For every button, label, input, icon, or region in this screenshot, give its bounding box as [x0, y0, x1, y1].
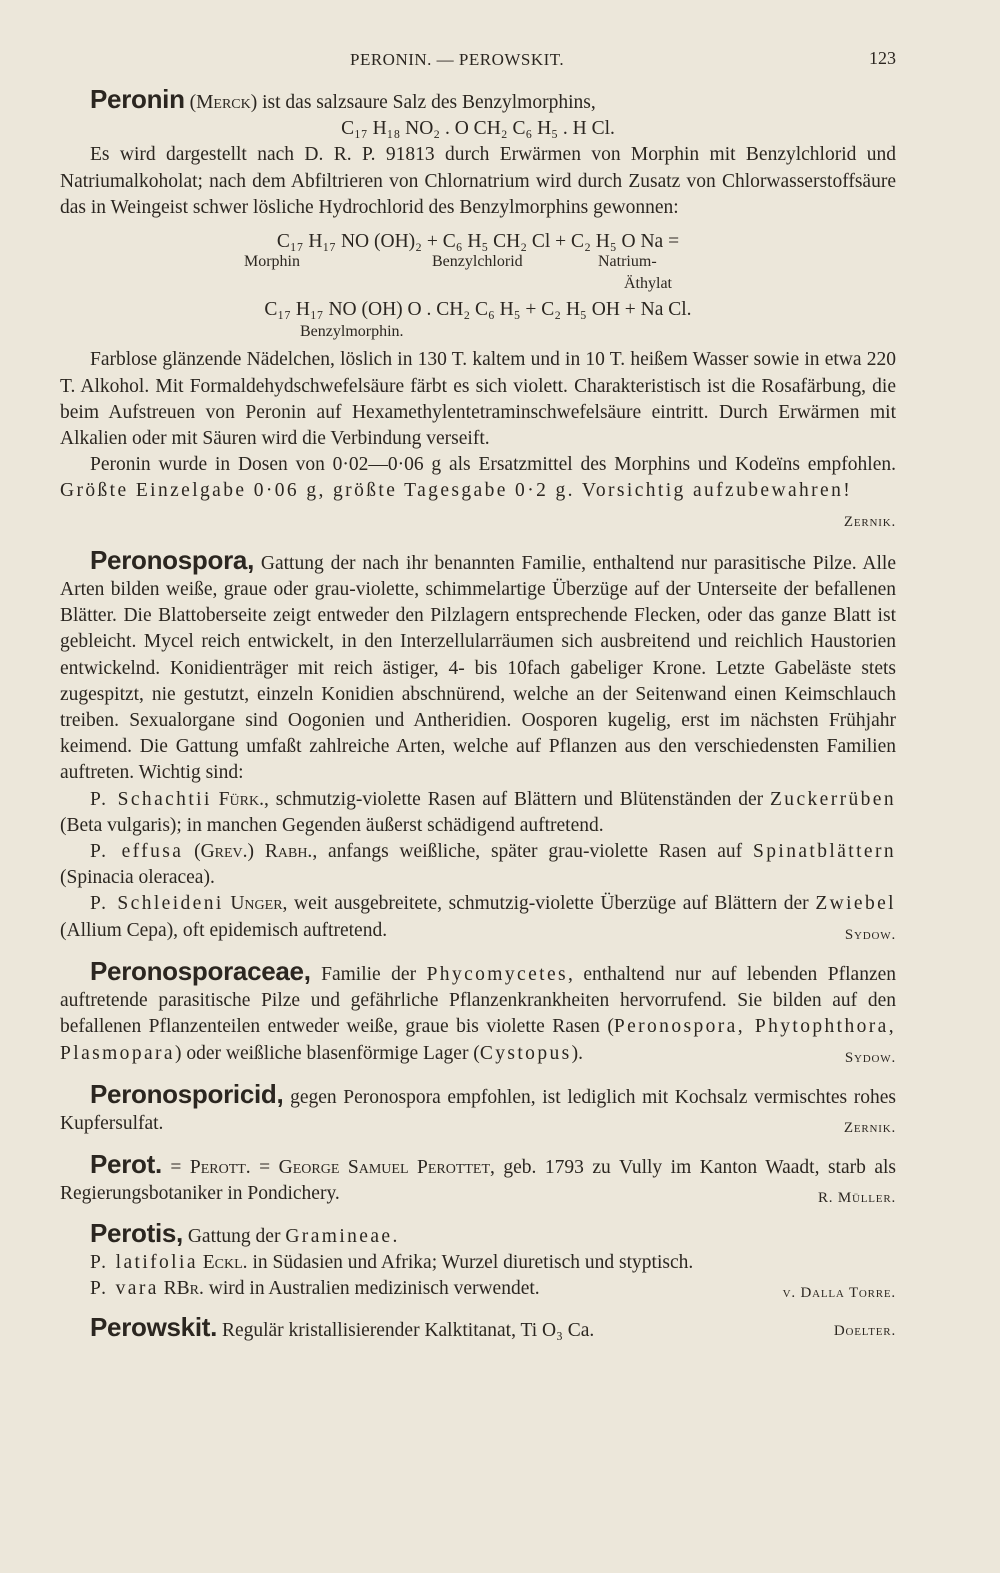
entry-peronospora: [60, 544, 897, 948]
reaction-labels: [60, 255, 896, 275]
entry-perotis: Perotis, Gattung der Gramineae. P. latifolia Eckl. in Südasien und Afrika; Wurzel diuretisch und styptisch. P. vara RBr. wird in Australien medizinisch verwendet. v. Dalla Torre.: [60, 1220, 896, 1307]
signature-doelter: Doelter.: [833, 1323, 896, 1340]
dosage-text: Peronin wurde in Dosen von 0·02—0·06 g als Ersatzmittel des Morphins und Kodeïns empfohlen.: [90, 454, 896, 476]
running-head-title: PERONIN. — PEROWSKIT.: [350, 50, 565, 69]
species-schleideni: P. Schleideni Unger, weit ausgebreitete, schmutzig-violette Überzüge auf Blättern der Zwiebel (Allium Cepa), oft epidemisch auftretend. Sydow.: [60, 891, 896, 943]
reaction-line-2: C₁₇ H₁₇ NO (OH) O . CH₂ C₆ H₅ + C₂ H₅ OH + Na Cl.: [264, 299, 692, 321]
lemma-perot: Perot.: [90, 1149, 162, 1180]
lemma-perotis: Perotis,: [90, 1217, 183, 1248]
page-number: 123: [869, 48, 896, 68]
entry-peronosporaceae: Peronosporaceae, Familie der Phycomycetes, enthaltend nur auf lebenden Pflanzen auftretende parasitische Pilze und gefährliche Pflanzenkrankheiten hervorrufend. Sie bilden auf den befallenen Pflanzenteilen entweder weiße, graue bis violette Rasen (Peronospora, Phytophthora, Plasmopara) oder weißliche blasenförmige Lager (Cystopus). Sydow.: [60, 958, 896, 1071]
peronin-preparation: Es wird dargestellt nach D. R. P. 91813 durch Erwärmen von Morphin mit Benzylchlorid und Natriumalkoholat; nach dem Abfiltrieren von Chlornatrium wird durch Zusatz von Chlorwasserstoffsäure das in Weingeist schwer lösliche Hydrochlorid des Benzylmorphins gewonnen:: [60, 144, 896, 218]
signature-sydow: Sydow.: [844, 926, 896, 943]
peronospora-text: Gattung der nach ihr benannten Familie, enthaltend nur parasitische Pilze. Alle Arten bilden weiße, graue oder grau-violette, schimmelartige Überzüge auf der Unterseite der befallenen Blätter. Die Blattoberseite zeigt entweder den Pilzlagern entsprechende Flecken, oder das ganze Blatt ist gebleicht. Mycel reich entwickelt, in den Interzellularräumen sich ausbreitend und reichlich Haustorien entwickelnd. Konidienträger mit reich ästiger, 4- bis 10fach gabeliger Krone. Letzte Gabeläste stets zugespitzt, nie gestutzt, einzeln Konidien abschnürend, welche an der Seitenwand einen Keimschlauch treiben. Sexualorgane sind Oogonien und Antheridien. Oosporen kugelig, erst im nächsten Frühjahr keimend. Die Gattung umfaßt zahlreiche Arten, welche auf Pflanzen aus den verschiedensten Familien auftreten. Wichtig sind:: [60, 552, 896, 784]
entry-perowskit: Perowskit. Regulär kristallisierender Kalktitanat, Ti O₃ Ca. Doelter.: [60, 1314, 896, 1344]
entry-peronosporicid: Peronosporicid, gegen Peronospora empfohlen, ist lediglich mit Kochsalz vermischtes rohes Kupfersulfat. Zernik.: [60, 1081, 896, 1141]
reaction-line-1: C₁₇ H₁₇ NO (OH)₂ + C₆ H₅ CH₂ Cl + C₂ H₅ O Na =: [276, 231, 680, 253]
formula-peronin: C₁₇ H₁₈ NO₂ . O CH₂ C₆ H₅ . H Cl.: [341, 118, 615, 140]
label-benzylchlorid: Benzylchlorid: [432, 253, 523, 271]
signature-zernik: Zernik.: [843, 513, 896, 530]
lemma-peronospora: Peronospora,: [90, 544, 254, 575]
peronin-properties: Farblose glänzende Nädelchen, löslich in 130 T. kaltem und in 10 T. heißem Wasser sowie in etwa 220 T. Alkohol. Mit Formaldehydschwefelsäure färbt es sich violett. Charakteristisch ist die Rosafärbung, die beim Aufstreuen von Peronin auf Hexamethylentetraminschwefelsäure eintritt. Durch Erwärmen mit Alkalien oder mit Säuren wird die Verbindung verseift.: [60, 349, 896, 450]
reaction-labels-2: [60, 275, 896, 297]
running-head: [0, 46, 1000, 74]
label-benzylmorphin: Benzylmorphin.: [300, 323, 404, 341]
signature-zernik-2: Zernik.: [843, 1119, 896, 1136]
peronin-intro: ist das salzsaure Salz des Benzylmorphins,: [262, 92, 596, 113]
label-morphin: Morphin: [244, 253, 300, 271]
entry-perot: Perot. = Perott. = George Samuel Perottet, geb. 1793 zu Vully im Kanton Waadt, starb als Regierungsbotaniker in Pondichery. R. Müller.: [60, 1151, 896, 1211]
species-effusa: P. effusa (Grev.) Rabh., anfangs weißliche, später grau-violette Rasen auf Spinatblättern (Spinacia oleracea).: [60, 841, 897, 889]
lemma-peronin: Peronin: [90, 84, 185, 114]
lemma-peronosporaceae: Peronosporaceae,: [90, 955, 311, 986]
signature-dalla-torre: v. Dalla Torre.: [782, 1284, 896, 1301]
signature-mueller: R. Müller.: [817, 1190, 896, 1207]
species-latifolia: P. latifolia Eckl. in Südasien und Afrika; Wurzel diuretisch und styptisch.: [90, 1251, 694, 1273]
page-body: [60, 86, 896, 1344]
label-aethylat: Äthylat: [624, 275, 672, 293]
species-schachtii: P. Schachtii Fürk., schmutzig-violette Rasen auf Blättern und Blütenständen der Zuckerrüben (Beta vulgaris); in manchen Gegenden äußerst schädigend auftretend.: [60, 788, 897, 836]
author-merck: (Merck): [189, 92, 258, 113]
entry-peronin: [60, 86, 896, 535]
lemma-peronosporicid: Peronosporicid,: [90, 1078, 284, 1109]
dosage-spaced: Größte Einzelgabe 0·06 g, größte Tagesgabe 0·2 g. Vorsichtig aufzubewahren!: [60, 480, 853, 502]
species-vara: P. vara RBr. wird in Australien medizinisch verwendet. v. Dalla Torre.: [60, 1276, 896, 1302]
peronin-dosage: [60, 452, 896, 530]
label-natrium: Natrium-: [598, 253, 657, 271]
signature-sydow-2: Sydow.: [844, 1049, 896, 1066]
lemma-perowskit: Perowskit.: [90, 1312, 218, 1343]
reaction-labels-3: [60, 323, 896, 347]
